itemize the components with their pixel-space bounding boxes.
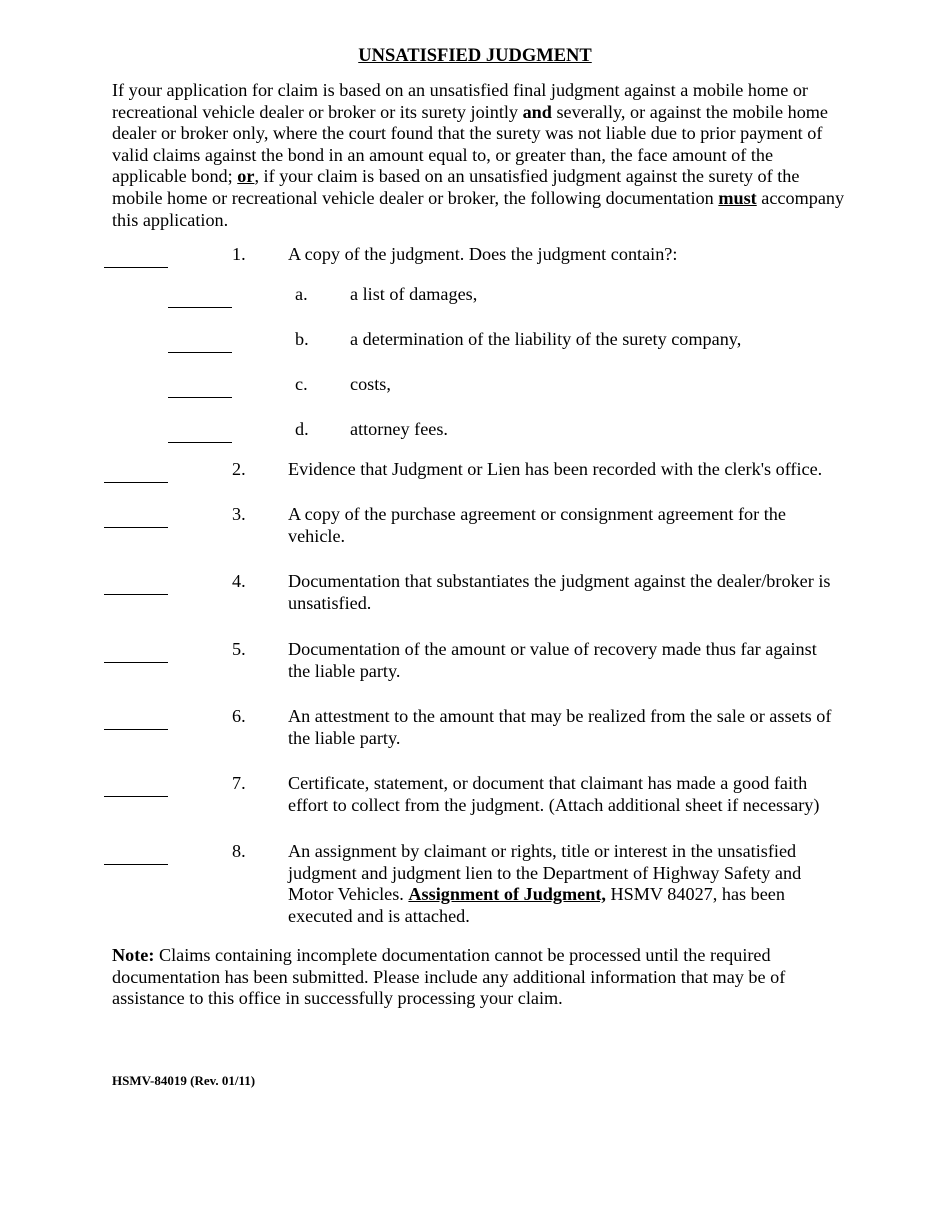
checkbox-blank-item-7[interactable] [104,778,168,797]
note-paragraph: Note: Claims containing incomplete documentation cannot be processed until the required documentation has been submitted. Please include any additional information that may be of assistance to this office in successfully processing your claim. [112,945,786,1009]
item-number: 5. [232,639,246,659]
checkbox-blank-subitem-d[interactable] [168,424,232,443]
page-title: UNSATISFIED JUDGMENT [358,46,592,66]
subitem-letter: d. [295,419,309,439]
item-text: A copy of the purchase agreement or consignment agreement for the vehicle. [288,504,786,546]
subitem-letter: a. [295,284,308,304]
checkbox-blank-item-4[interactable] [104,576,168,595]
item-number: 7. [232,773,246,793]
item-number: 4. [232,571,246,591]
checkbox-blank-item-8[interactable] [104,846,168,865]
item-text: Evidence that Judgment or Lien has been recorded with the clerk's office. [288,459,823,479]
subitem-text: costs, [350,374,391,394]
checkbox-blank-subitem-a[interactable] [168,289,232,308]
item-text: Documentation that substantiates the judgment against the dealer/broker is unsatisfied. [288,571,831,613]
checkbox-blank-item-5[interactable] [104,644,168,663]
item-text: An assignment by claimant or rights, title or interest in the unsatisfied judgment and judgment lien to the Department of Highway Safety and Motor Vehicles. Assignment of Judgment, HSMV 84027, has been executed and is attached. [288,841,802,926]
form-number-footer: HSMV-84019 (Rev. 01/11) [112,1073,256,1088]
item-number: 8. [232,841,246,861]
assignment-form-reference: Assignment of Judgment, [408,884,606,905]
subitem-text: attorney fees. [350,419,448,439]
subitem-text: a determination of the liability of the surety company, [350,329,742,349]
subitem-letter: c. [295,374,308,394]
checkbox-blank-item-3[interactable] [104,509,168,528]
item-text: A copy of the judgment. Does the judgment contain?: [288,244,678,264]
item-number: 3. [232,504,246,524]
subitem-text: a list of damages, [350,284,478,304]
note-label: Note: [112,945,155,965]
item-text: Documentation of the amount or value of recovery made thus far against the liable party. [288,639,817,681]
item-number: 1. [232,244,246,264]
checkbox-blank-subitem-b[interactable] [168,334,232,353]
intro-paragraph: If your application for claim is based on an unsatisfied final judgment against a mobile home or recreational vehicle dealer or broker or its surety jointly and severally, or against the mobile home dealer or broker only, where the court found that the surety was not liable due to prior payment of valid claims against the bond in an amount equal to, or greater than, the face amount of the applicable bond; or, if your claim is based on an unsatisfied judgment against the surety of the mobile home or recreational vehicle dealer or broker, the following documentation must accompany this application. [112,80,845,230]
item-number: 2. [232,459,246,479]
item-text: An attestment to the amount that may be realized from the sale or assets of the liable party. [288,706,832,748]
item-number: 6. [232,706,246,726]
checkbox-blank-item-2[interactable] [104,464,168,483]
checkbox-blank-item-6[interactable] [104,711,168,730]
subitem-letter: b. [295,329,309,349]
checkbox-blank-item-1[interactable] [104,249,168,268]
checkbox-blank-subitem-c[interactable] [168,379,232,398]
item-text: Certificate, statement, or document that claimant has made a good faith effort to collect from the judgment. (Attach additional sheet if necessary) [288,773,820,815]
